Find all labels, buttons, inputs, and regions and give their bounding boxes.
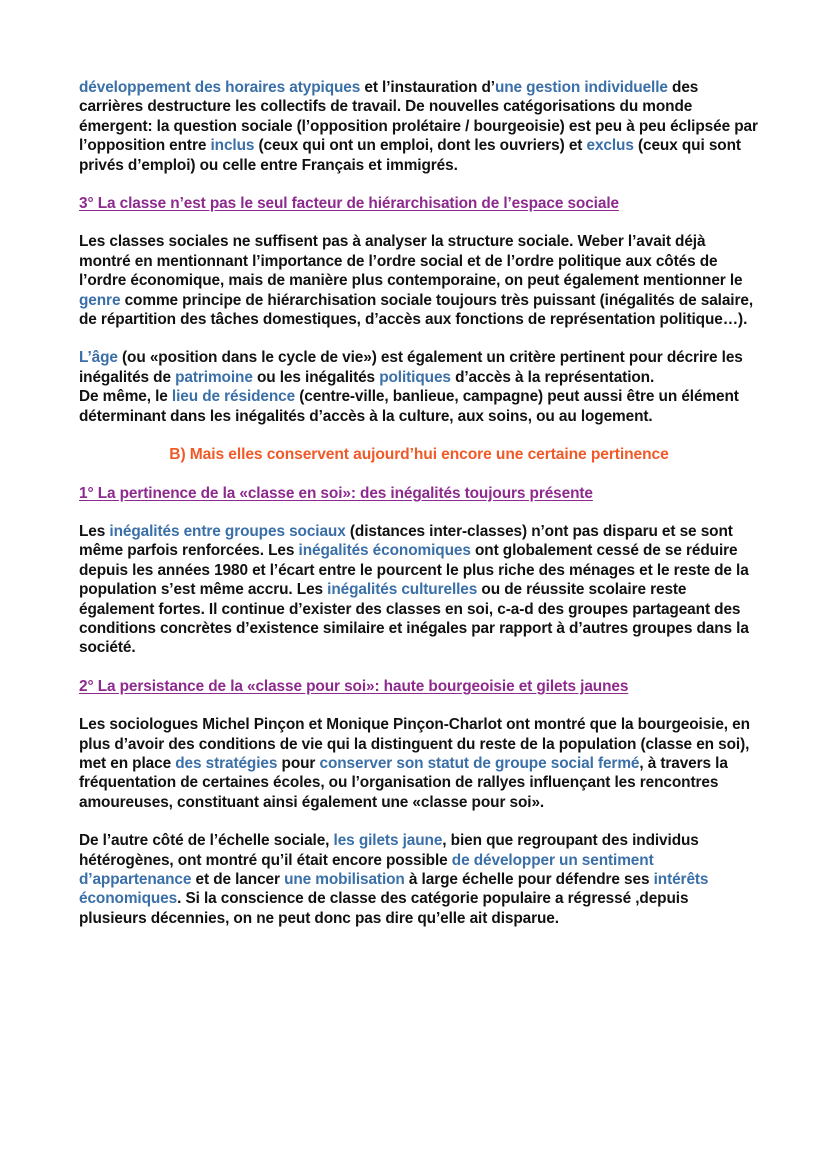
text-run: ou de réussite scolaire reste également fortes. Il continue d’exister des classes en soi, c-a-d des groupes partageant des conditions concrètes d’existence similaire et inégales par rapport à d’autres groupes dans la société. — [79, 581, 749, 657]
document-page — [79, 78, 759, 928]
text-run: (centre-ville, banlieue, campagne) peut aussi être un élément déterminant dans les inégalités d’accès à la culture, aux soins, ou au logement. — [79, 388, 739, 425]
highlighted-term: politiques — [379, 368, 451, 386]
text-run: à large échelle pour défendre ses — [404, 871, 654, 888]
highlighted-term: exclus — [586, 137, 634, 155]
text-run: comme principe de hiérarchisation sociale toujours très puissant (inégalités de salaire, de répartition des tâches domestiques, d’accès aux fonctions de représentation politique…). — [79, 291, 754, 329]
subheading-classe-pour-soi: 2° La persistance de la «classe pour soi»: haute bourgeoisie et gilets jaunes — [79, 677, 629, 695]
text-run: des carrières destructure les collectifs de travail. De nouvelles catégorisations du monde émergent: la question sociale (l’opposition prolétaire / bourgeoisie) est peu à peu éclipsée par l’opposition entre — [79, 79, 758, 155]
highlighted-term: patrimoine — [175, 368, 253, 386]
text-run: ou les inégalités — [252, 368, 380, 386]
highlighted-term: de développer un sentiment d’appartenance — [79, 851, 654, 888]
paragraph-age — [79, 348, 759, 387]
highlighted-term: une gestion individuelle — [494, 79, 668, 96]
highlighted-term: inégalités économiques — [298, 542, 471, 560]
text-run: (ceux qui sont privés d’emploi) ou celle entre Français et immigrés. — [79, 137, 741, 174]
highlighted-term: une mobilisation — [284, 871, 405, 888]
text-run: Les classes sociales ne suffisent pas à analyser la structure sociale. Weber l’avait déjà montré en mentionnant l’importance de l’ordre social et de l’ordre politique aux côtés de l’ordre économique, mais de manière plus contemporaine, on peut également mentionner le — [79, 233, 743, 290]
highlighted-term: inégalités culturelles — [327, 581, 478, 599]
text-run: d’accès à la représentation. — [450, 368, 655, 386]
paragraph-gilets-jaunes — [79, 831, 759, 928]
text-run: Les — [79, 522, 110, 540]
text-run: et de lancer — [191, 871, 285, 888]
paragraph-work-collectives — [79, 78, 759, 175]
text-run: . Si la conscience de classe des catégorie populaire a régressé ,depuis plusieurs décennies, on ne peut donc pas dire qu’elle ait disparue. — [79, 890, 689, 927]
highlighted-term: genre — [79, 291, 121, 309]
paragraph-residence — [79, 387, 759, 426]
text-run: , bien que regroupant des individus hétérogènes, ont montré qu’il était encore possible — [79, 832, 699, 869]
paragraph-inequalities — [79, 522, 759, 658]
text-run: (ceux qui ont un emploi, dont les ouvriers) et — [254, 137, 587, 155]
text-run: pour — [277, 754, 320, 772]
highlighted-term: conserver son statut de groupe social fermé — [319, 754, 640, 772]
highlighted-term: lieu de résidence — [171, 388, 296, 406]
paragraph-weber-gender — [79, 232, 759, 329]
text-run: (ou «position dans le cycle de vie») est également un critère pertinent pour décrire les inégalités de — [79, 349, 743, 386]
text-run: Les sociologues Michel Pinçon et Monique Pinçon-Charlot ont montré que la bourgeoisie, en plus d’avoir des conditions de vie qui la distinguent du reste de la population (classe en soi), met en place — [79, 716, 750, 772]
highlighted-term: inégalités entre groupes sociaux — [109, 522, 346, 540]
text-run: De l’autre côté de l’échelle sociale, — [79, 832, 334, 850]
highlighted-term: inclus — [210, 137, 255, 155]
highlighted-term: des stratégies — [175, 754, 278, 772]
text-run: et l’instauration d’ — [360, 79, 495, 96]
section-heading-b: B) Mais elles conservent aujourd’hui encore une certaine pertinence — [169, 446, 669, 464]
text-run: (distances inter-classes) n’ont pas disparu et se sont même parfois renforcées. Les — [79, 522, 733, 560]
text-run: De même, le — [79, 388, 172, 406]
subheading-class-not-only-factor: 3° La classe n’est pas le seul facteur de hiérarchisation de l’espace sociale — [79, 195, 619, 213]
highlighted-term: développement des horaires atypiques — [79, 79, 361, 96]
text-run: , à travers la fréquentation de certaines écoles, ou l’organisation de rallyes influençant les rencontres amoureuses, constituant ainsi également une «classe pour soi». — [79, 754, 728, 811]
text-run: ont globalement cessé de se réduire depuis les années 1980 et l’écart entre le pourcent le plus riche des ménages et le reste de la population s’est même accru. Les — [79, 542, 749, 599]
highlighted-term: intérêts économiques — [79, 871, 709, 908]
paragraph-pincon — [79, 715, 759, 812]
subheading-classe-en-soi: 1° La pertinence de la «classe en soi»: des inégalités toujours présente — [79, 484, 593, 502]
highlighted-term: L’âge — [79, 349, 118, 367]
highlighted-term: les gilets jaune — [333, 832, 443, 850]
